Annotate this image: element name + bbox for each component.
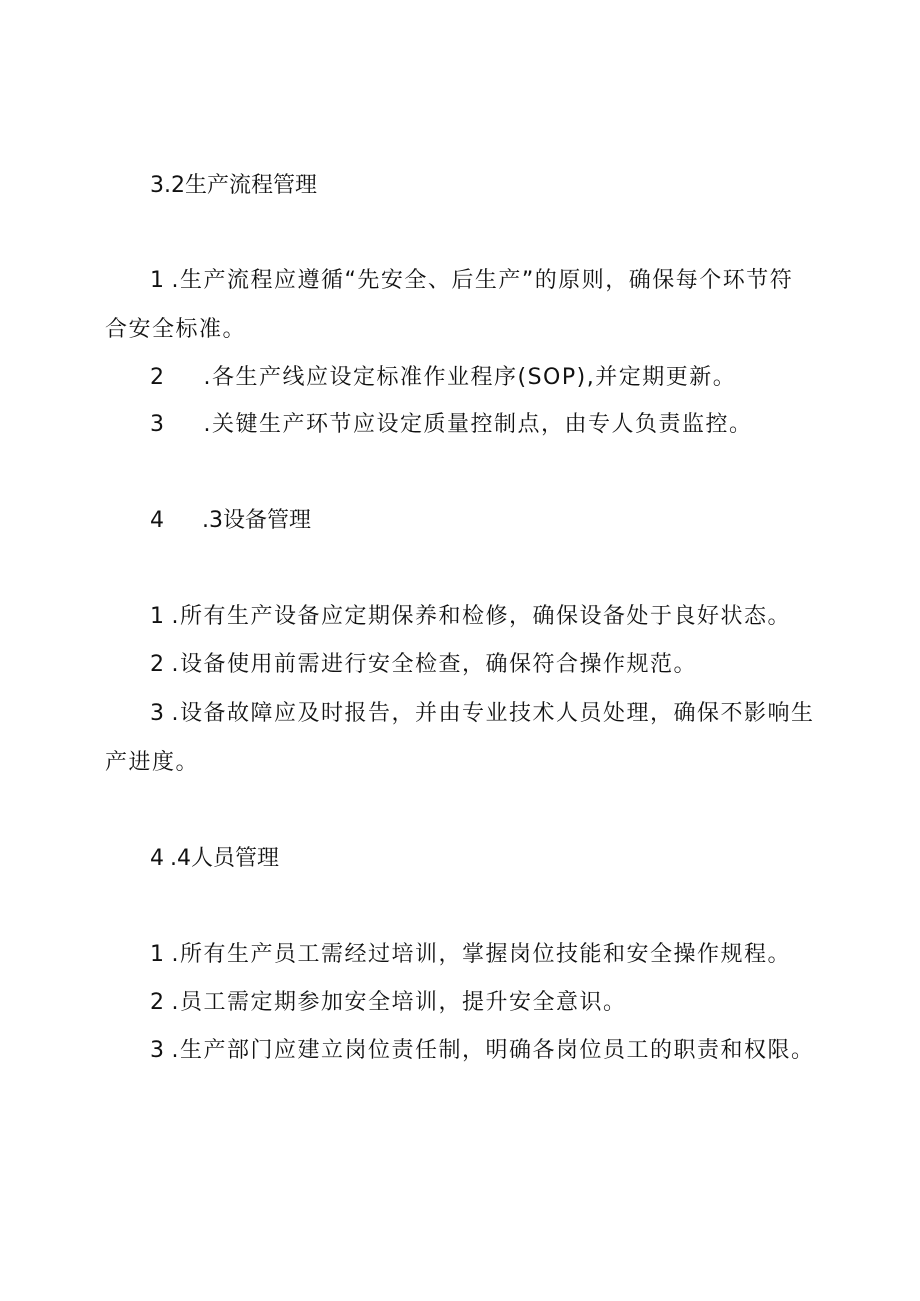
item-text: .设备使用前需进行安全检查，确保符合操作规范。 bbox=[171, 652, 697, 677]
list-item bbox=[150, 941, 791, 969]
section-heading-4-4 bbox=[150, 845, 279, 873]
list-item bbox=[150, 364, 736, 392]
heading-text: 3.2生产流程管理 bbox=[150, 173, 317, 198]
item-text: .所有生产员工需经过培训，掌握岗位技能和安全操作规程。 bbox=[171, 942, 791, 967]
list-item bbox=[150, 411, 753, 439]
item-text: .生产流程应遵循“先安全、后生产”的原则，确保每个环节符 bbox=[171, 268, 794, 293]
item-text: .关键生产环节应设定质量控制点，由专人负责监控。 bbox=[203, 412, 753, 437]
list-item-continuation bbox=[105, 749, 199, 777]
heading-text: .3设备管理 bbox=[202, 508, 311, 533]
item-text: .各生产线应设定标准作业程序(SOP),并定期更新。 bbox=[203, 365, 737, 390]
list-item bbox=[150, 1037, 815, 1065]
item-number: 2 bbox=[150, 990, 166, 1015]
list-item bbox=[150, 603, 791, 631]
item-text: .生产部门应建立岗位责任制，明确各岗位员工的职责和权限。 bbox=[171, 1038, 815, 1063]
list-item bbox=[150, 651, 697, 679]
section-heading-3-2 bbox=[150, 172, 317, 200]
item-text: .设备故障应及时报告，并由专业技术人员处理，确保不影响生 bbox=[171, 701, 815, 726]
item-number: 1 bbox=[150, 604, 166, 629]
heading-number: 4 bbox=[150, 508, 164, 533]
item-text: .所有生产设备应定期保养和检修，确保设备处于良好状态。 bbox=[171, 604, 791, 629]
item-number: 3 bbox=[150, 1038, 166, 1063]
list-item bbox=[150, 700, 815, 728]
item-number: 2 bbox=[150, 652, 166, 677]
item-text: .员工需定期参加安全培训，提升安全意识。 bbox=[171, 990, 627, 1015]
item-number: 1 bbox=[150, 268, 166, 293]
item-number: 1 bbox=[150, 942, 166, 967]
item-number: 3 bbox=[150, 412, 166, 437]
heading-number: 4 bbox=[150, 846, 164, 871]
item-text-cont: 合安全标准。 bbox=[105, 317, 247, 342]
heading-text: .4人员管理 bbox=[170, 846, 279, 871]
list-item-continuation bbox=[105, 316, 246, 344]
item-number: 2 bbox=[150, 365, 166, 390]
item-number: 3 bbox=[150, 701, 166, 726]
item-text-cont: 产进度。 bbox=[105, 750, 200, 775]
section-heading-4-3 bbox=[150, 507, 311, 535]
list-item bbox=[150, 989, 627, 1017]
list-item bbox=[150, 267, 793, 295]
